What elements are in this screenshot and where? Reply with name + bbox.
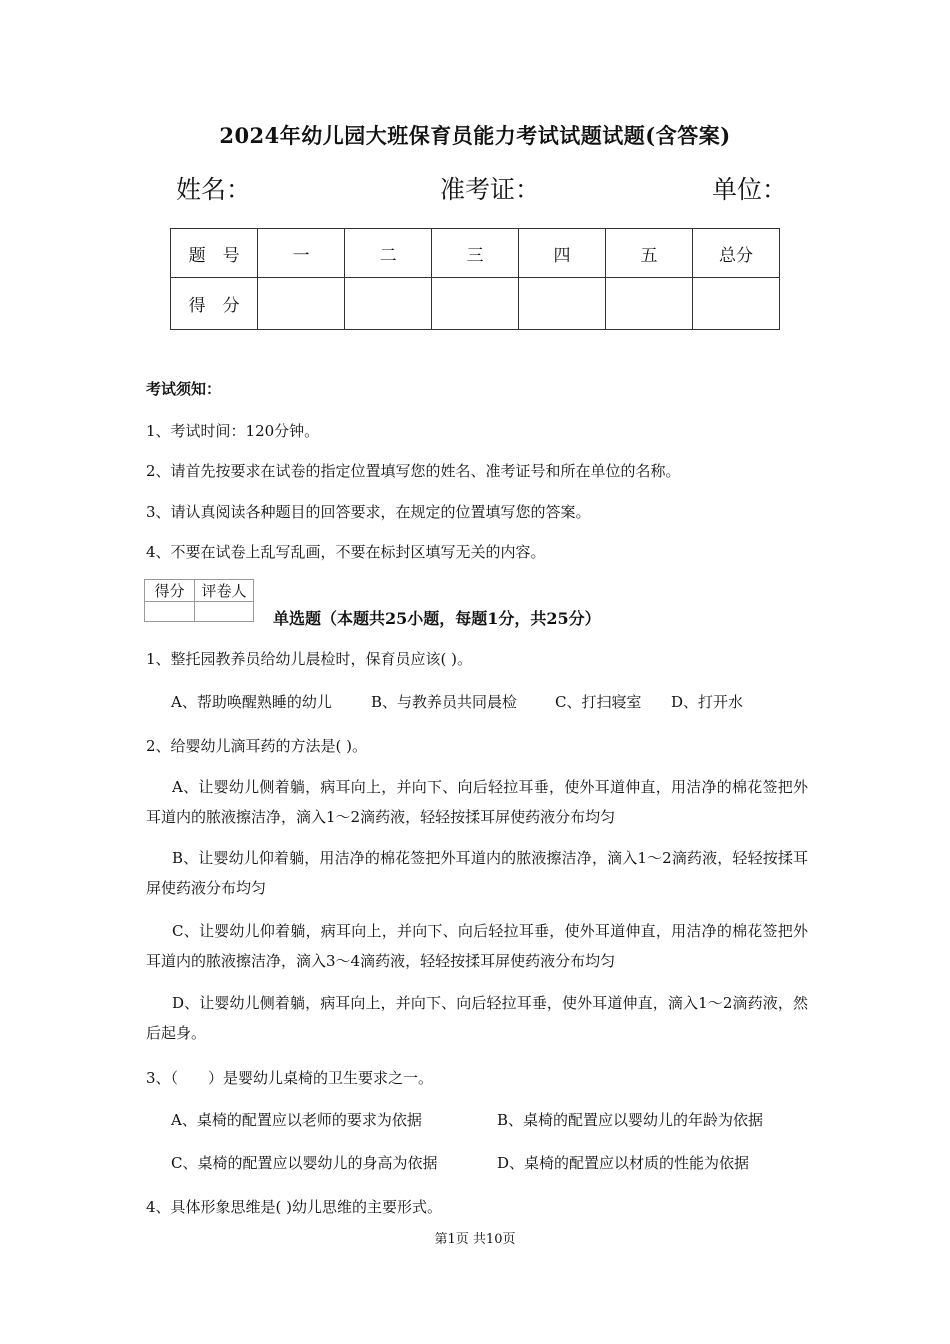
score-table [170,228,780,330]
question-option: A、桌椅的配置应以老师的要求为依据 [171,1111,422,1129]
question-stem: 4、具体形象思维是( )幼儿思维的主要形式。 [146,1198,443,1216]
notice-item: 1、考试时间：120分钟。 [146,422,320,440]
score-header-cell: 四 [519,229,606,278]
question-option: B、桌椅的配置应以婴幼儿的年龄为依据 [497,1111,764,1129]
score-header-cell: 五 [606,229,693,278]
question-option: D、桌椅的配置应以材质的性能为依据 [497,1154,750,1172]
notice-title: 考试须知： [146,380,222,398]
grader-score-label: 得分 [145,580,195,602]
score-header-cell: 三 [432,229,519,278]
score-cell[interactable] [432,278,519,330]
section-title: 单选题（本题共25小题，每题1分，共25分） [273,609,601,628]
score-row-label: 得 分 [171,278,258,330]
score-header-cell: 二 [345,229,432,278]
exam-number-field-label: 准考证： [440,175,541,204]
notice-item: 2、请首先按要求在试卷的指定位置填写您的姓名、准考证号和所在单位的名称。 [146,462,681,480]
question-option: C、打扫寝室 [555,693,642,711]
question-option: A、让婴幼儿侧着躺，病耳向上，并向下、向后轻拉耳垂，使外耳道伸直，用洁净的棉花签把外耳道内的脓液擦洁净，滴入1～2滴药液，轻轻按揉耳屏使药液分布均匀 [146,778,808,826]
page-title: 2024年幼儿园大班保育员能力考试试题试题(含答案) [219,123,731,148]
score-table-score-row [171,278,780,330]
question-stem: 3、（ ）是婴幼儿桌椅的卫生要求之一。 [146,1069,434,1087]
score-header-cell: 一 [258,229,345,278]
grader-reviewer-cell[interactable] [195,602,254,622]
unit-field-label: 单位： [712,175,788,204]
score-header-cell: 总分 [692,229,779,278]
score-cell[interactable] [345,278,432,330]
grader-score-cell[interactable] [145,602,195,622]
name-field-label: 姓名： [176,175,252,204]
question-option: B、与教养员共同晨检 [371,693,518,711]
notice-item: 4、不要在试卷上乱写乱画，不要在标封区填写无关的内容。 [146,543,546,561]
score-cell[interactable] [519,278,606,330]
question-option: D、打开水 [671,693,744,711]
grader-reviewer-label: 评卷人 [195,580,254,602]
score-cell[interactable] [258,278,345,330]
score-cell[interactable] [692,278,779,330]
question-option: B、让婴幼儿仰着躺，用洁净的棉花签把外耳道内的脓液擦洁净，滴入1～2滴药液，轻轻按揉耳屏使药液分布均匀 [146,849,808,897]
question-option: C、让婴幼儿仰着躺，病耳向上，并向下、向后轻拉耳垂，使外耳道伸直，用洁净的棉花签把外耳道内的脓液擦洁净，滴入3～4滴药液，轻轻按揉耳屏使药液分布均匀 [146,922,808,970]
score-header-cell: 题 号 [171,229,258,278]
grader-box [144,579,254,622]
question-option: C、桌椅的配置应以婴幼儿的身高为依据 [171,1154,438,1172]
question-stem: 1、整托园教养员给幼儿晨检时，保育员应该( )。 [146,650,473,668]
question-option: D、让婴幼儿侧着躺，病耳向上，并向下、向后轻拉耳垂，使外耳道伸直，滴入1～2滴药液，然后起身。 [146,994,808,1042]
question-stem: 2、给婴幼儿滴耳药的方法是( )。 [146,737,368,755]
page-footer: 第1页 共10页 [434,1232,516,1247]
score-table-header-row [171,229,780,278]
question-option: A、帮助唤醒熟睡的幼儿 [171,693,332,711]
notice-item: 3、请认真阅读各种题目的回答要求，在规定的位置填写您的答案。 [146,503,591,521]
score-cell[interactable] [606,278,693,330]
